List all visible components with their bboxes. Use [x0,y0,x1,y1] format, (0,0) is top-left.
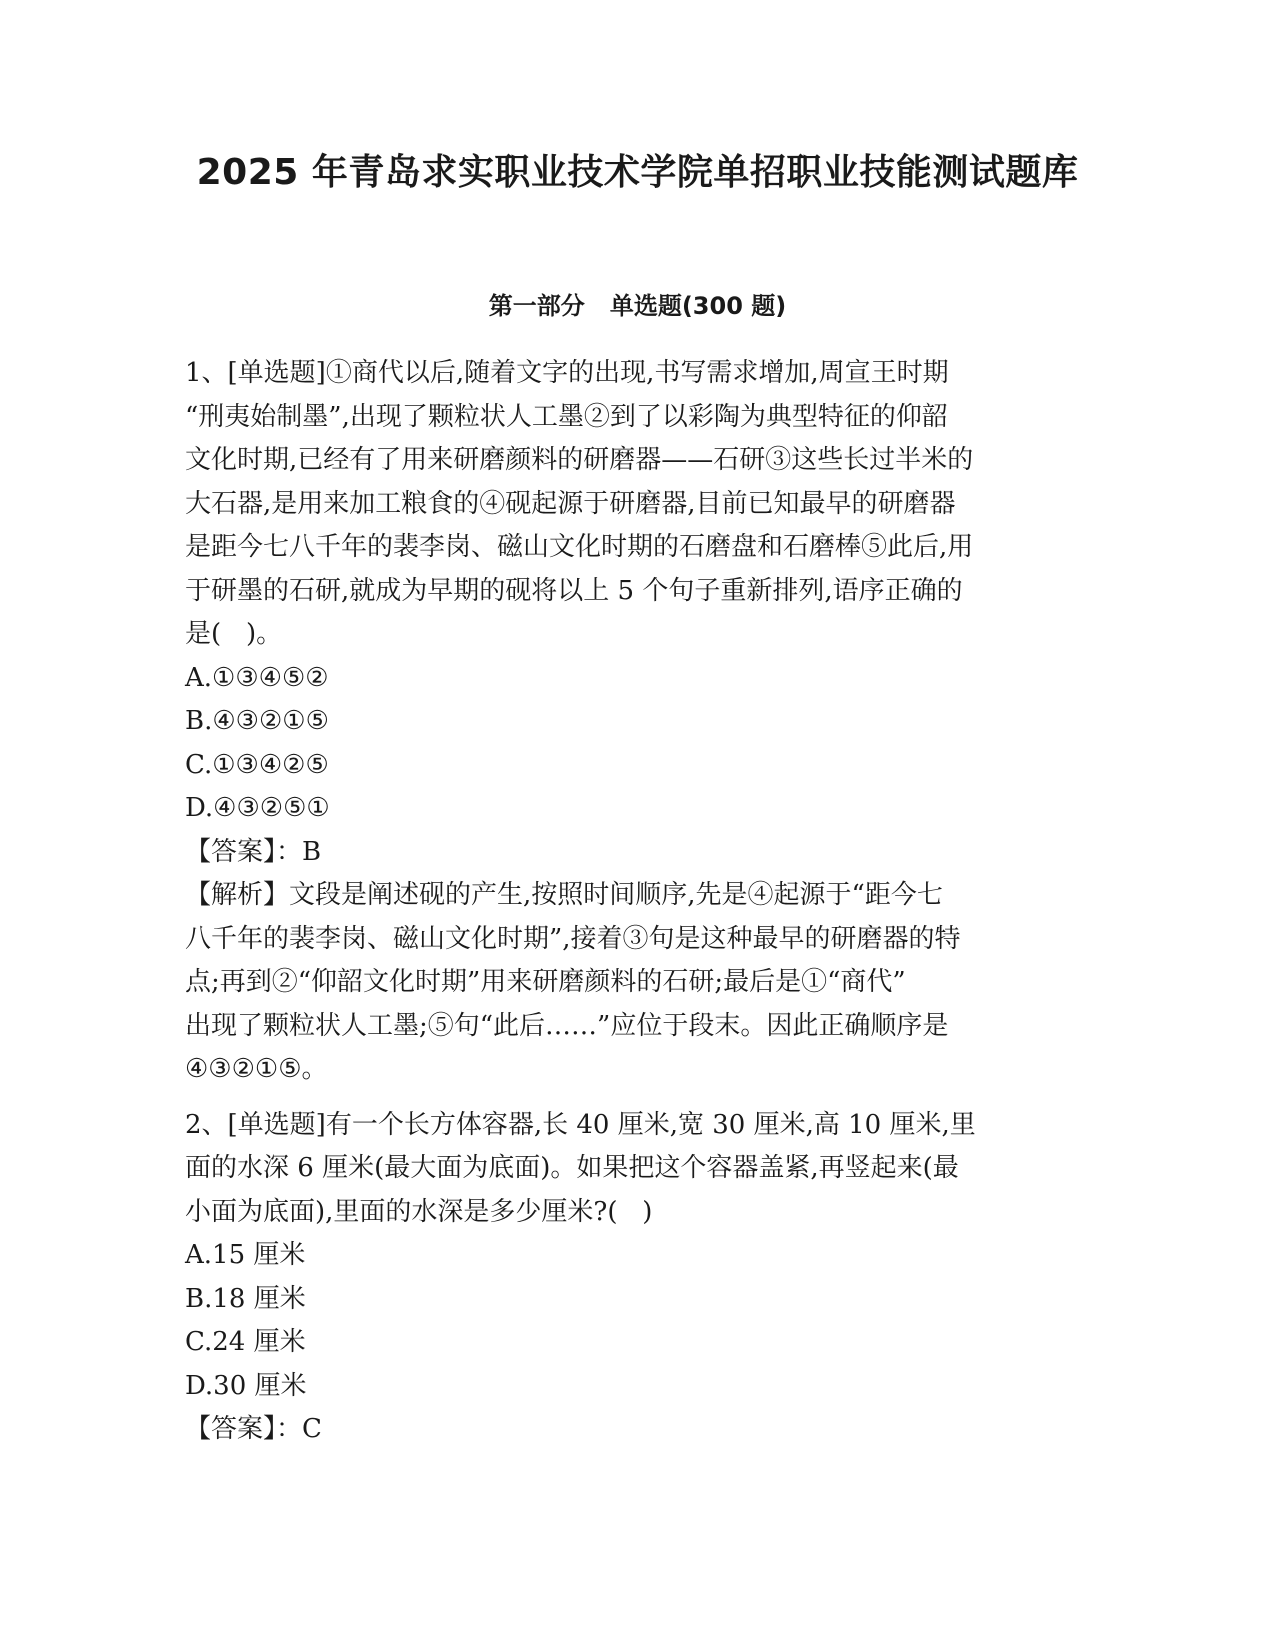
question-1-stem-line: 是( )。 [185,619,283,649]
document-title: 2025 年青岛求实职业技术学院单招职业技能测试题库 [196,152,1079,193]
question-1-analysis-line: ④③②①⑤。 [185,1054,328,1084]
question-1 [185,352,1080,1092]
question-2-option-c: C.24 厘米 [185,1327,306,1357]
question-2-stem-line: 面的水深 6 厘米(最大面为底面)。如果把这个容器盖紧,再竖起来(最 [185,1153,959,1183]
question-1-stem-line: “刑夷始制墨”,出现了颗粒状人工墨②到了以彩陶为典型特征的仰韶 [185,401,948,432]
question-1-analysis-line: 点;再到②“仰韶文化时期”用来研磨颜料的石研;最后是①“商代” [185,967,906,997]
question-2-option-a: A.15 厘米 [185,1240,306,1270]
section-title: 第一部分 单选题(300 题) [488,292,787,320]
question-2 [185,1104,1080,1452]
question-1-analysis-line: 八千年的裴李岗、磁山文化时期”,接着③句是这种最早的研磨器的特 [185,923,961,954]
question-1-answer: 【答案】：B [185,836,322,867]
question-1-option-d: D.④③②⑤① [185,793,330,823]
question-1-stem-line: 是距今七八千年的裴李岗、磁山文化时期的石磨盘和石磨棒⑤此后,用 [185,532,974,562]
question-1-stem-line: 大石器,是用来加工粮食的④砚起源于研磨器,目前已知最早的研磨器 [185,488,956,519]
question-2-option-b: B.18 厘米 [185,1283,306,1314]
question-1-stem-line: 于研墨的石研,就成为早期的砚将以上 5 个句子重新排列,语序正确的 [185,575,963,606]
question-2-answer: 【答案】：C [185,1414,322,1444]
question-1-analysis-line: 【解析】文段是阐述砚的产生,按照时间顺序,先是④起源于“距今七 [185,880,943,910]
question-2-stem-line: 2、[单选题]有一个长方体容器,长 40 厘米,宽 30 厘米,高 10 厘米,里 [185,1109,976,1140]
question-1-stem-line: 1、[单选题]①商代以后,随着文字的出现,书写需求增加,周宣王时期 [185,358,949,388]
question-2-option-d: D.30 厘米 [185,1370,307,1401]
question-1-stem-line: 文化时期,已经有了用来研磨颜料的研磨器——石研③这些长过半米的 [185,445,974,475]
question-1-analysis-line: 出现了颗粒状人工墨;⑤句“此后……”应位于段末。因此正确顺序是 [185,1010,949,1041]
question-1-option-b: B.④③②①⑤ [185,706,329,736]
question-1-option-c: C.①③④②⑤ [185,749,329,780]
question-list [185,352,1080,1452]
question-2-stem-line: 小面为底面),里面的水深是多少厘米?( ) [185,1196,653,1227]
question-1-option-a: A.①③④⑤② [185,662,329,693]
question-spacer [185,1092,1080,1104]
